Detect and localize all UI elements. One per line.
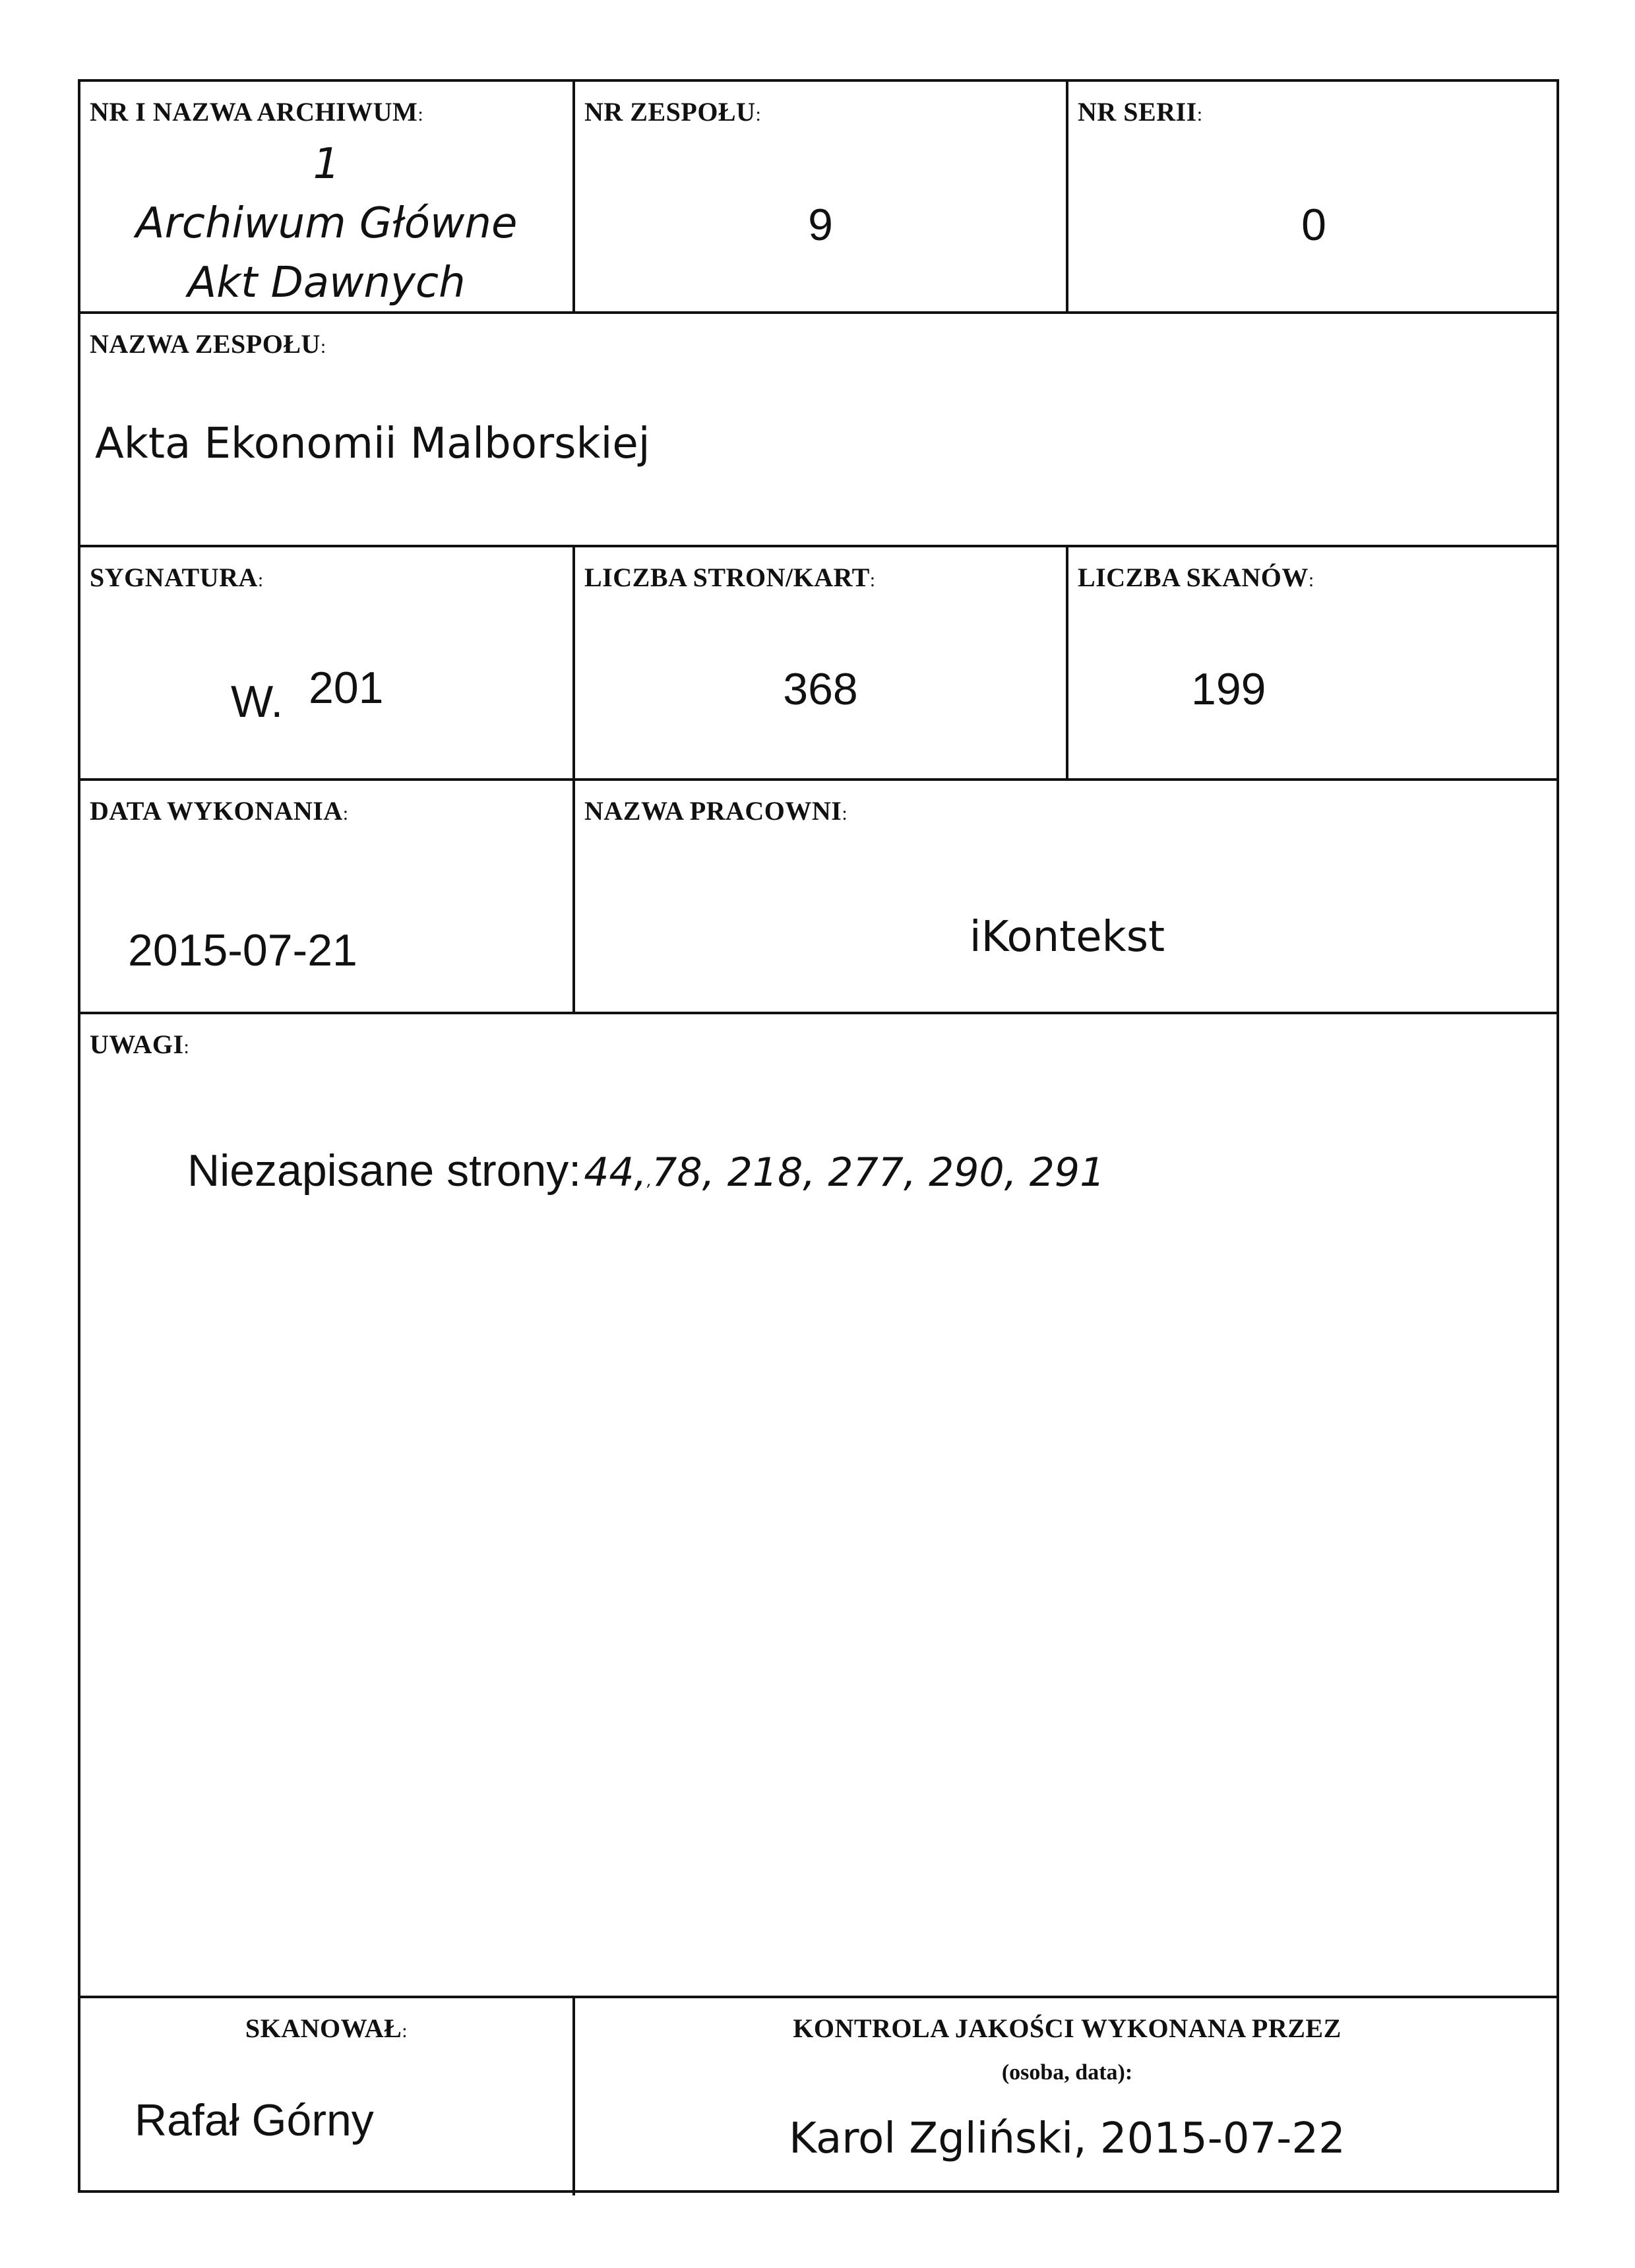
workshop-value: iKontekst [969,913,1165,962]
archive-number: 1 [313,140,340,189]
notes-cell [80,1014,1557,1996]
signature-label: SYGNATURA: [90,563,264,592]
scan-count-cell [1068,547,1559,778]
date-cell [80,781,572,1012]
quality-control-cell [575,1998,1559,2193]
scan-count-label: LICZBA SKANÓW: [1078,563,1314,592]
page-count-cell [575,547,1066,778]
series-number-label: NR SERII: [1078,97,1203,127]
notes-label: UWAGI: [90,1029,190,1059]
quality-control-value: Karol Zgliński, 2015-07-22 [789,2114,1345,2163]
archive-name-line2: Akt Dawnych [187,259,466,307]
fond-name-value: Akta Ekonomii Malborskiej [95,419,650,468]
notes-pages: 44, [584,1149,647,1196]
workshop-cell [575,781,1559,1012]
signature-cell [80,547,572,778]
fond-number-cell [575,82,1066,311]
page-count-label: LICZBA STRON/KART: [584,563,876,592]
series-number-cell [1068,82,1559,311]
date-value: 2015-07-21 [128,925,357,975]
notes-prefix: Niezapisane strony: [187,1146,582,1196]
quality-control-label: KONTROLA JAKOŚCI WYKONANA PRZEZ [793,2013,1342,2043]
scanned-by-cell [80,1998,572,2193]
series-number-value: 0 [1301,200,1326,250]
fond-name-cell [80,314,1557,545]
quality-control-sublabel: (osoba, data): [1001,2060,1133,2085]
fond-number-value: 9 [808,200,833,250]
notes-comma: , [646,1171,652,1190]
notes-pages-rest: 78, 218, 277, 290, 291 [652,1149,1105,1196]
notes-value [187,1145,1105,1196]
page-count-value: 368 [783,664,858,714]
scanned-by-label: SKANOWAŁ: [245,2013,408,2043]
signature-value: 201 [309,663,384,713]
workshop-label: NAZWA PRACOWNI: [584,796,848,826]
fond-name-label: NAZWA ZESPOŁU: [90,329,326,359]
date-label: DATA WYKONANIA: [90,796,349,826]
metadata-form [78,79,1559,2193]
signature-prefix: W. [231,677,284,727]
archive-value [80,135,572,313]
scanned-by-value: Rafał Górny [135,2095,374,2145]
archive-name-line1: Archiwum Główne [135,199,518,248]
scan-count-value: 199 [1191,664,1266,714]
archive-cell [80,82,572,311]
fond-number-label: NR ZESPOŁU: [584,97,762,127]
archive-label: NR I NAZWA ARCHIWUM: [90,97,424,127]
